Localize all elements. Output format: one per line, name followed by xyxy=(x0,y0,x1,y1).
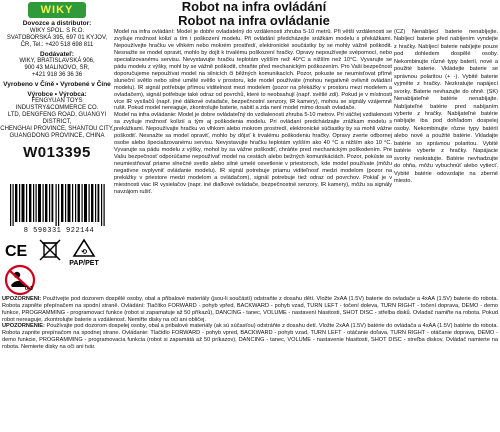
title-block xyxy=(114,0,394,28)
instructions-text xyxy=(114,29,392,296)
manufacturer-line: FENGYUAN TOYS INDUSTRY&COMMERCE CO. xyxy=(15,98,99,111)
distributor-label: Dovozce a distributor: xyxy=(22,20,92,27)
distributor-line: ČR, Tel.: +420 518 698 811 xyxy=(20,41,94,48)
instructions-cz: Model na infra ovládání: Model je dobře ovladatelný do vzdálenosti zhruba 5-10 metrů. Při větší vzdálenosti se zvyšuje možnost kolizí a tím i poškození modelu. Při ovládání předcházejte srážkám modelu s překážkami. Nepoužívejte hračku ve vlhkém nebo mokrém prostředí, elektronické součástky by se mohly vážně poškodit. Nesnažte se model opravit, mohlo by dojít k trvalému poškození hračky. Opravy nepoužívejte svépomocí, nebo specializovanému servisu. Nevystavujte hračku teplotám vyšším než 40°C a nižším než 10°C. Vyvarujte se pádu modelu z výšky, mohl by se vážně poškodit, chraňte před mechanickým poškozením. Pro Vaši bezpečnost doporučujeme nepoužívat model na silnicích či běžných komunikacích. Pozor, pokuste se neumisťovat přímé sluneční světlo nebo silné umělé světlo v prostoru, kde model používáte (mohou negativně ovlivnit ovládání modelu). IR signál potřebuje přímou viditelnost mezi modelem (pozor na překážky v prostoru mezi modelem a ovladačem), signál potřebuje také odraz od povrchů, které to neobsahují (např. světlé zdi). Pokud je v místnosti více IR vysílačů (např. jiné dálkové ovladače, bezpečnostní senzory, IR kamery), mohou se signály vzájemně rušit. Pokud model nereaguje, zkontrolujte baterie, nabití a zda není model mimo dosah ovladače. xyxy=(114,29,392,112)
ce-mark-icon xyxy=(5,243,28,260)
certification-icons xyxy=(0,238,114,296)
manufacturer-line: LTD, DENGFENG ROAD, GUANGYI DISTRICT, xyxy=(7,112,107,125)
warning-heading-sk: UPOZORNENIE: xyxy=(2,323,45,330)
manufacturer-line: GUANGDONG PROVINCE, CHINA xyxy=(9,133,105,139)
page-title-sk: Robot na infra ovládanie xyxy=(178,13,330,28)
recycle-icon xyxy=(69,240,99,267)
warning-heading-cz: UPOZORNĚNÍ: xyxy=(2,296,42,302)
warning-text-cz: Používejte pod dozorem dospělé osoby, obal a přibalové materiály (jsou-li součástí) odstraňte z dosahu dětí. Vložte 2xAA (1.5V) baterie do ovladače a 4xAA (1.5V) baterie do robota. Robota zapněte přepínačem na spodní straně. Ovládání: Tlačítko FORWARD - pohyb vpřed, BACKWARD - pohyb vzad, TURN LEFT - točení doleva, TURN RIGHT - točení doprava, DEMO - demo funkce, PROGRAMMING - programovací funkce (robot si zapamatuje až 50 příkazů), DANCING - tanec, VOLUME - nastavení hlasitosti, SHOT DISC - střelba disků. Ovladač namiřte na robota. Pokud robot nereaguje, zkontrolujte baterie a vzdálenost. Nemiřte disky na oči ani obličej. xyxy=(2,296,498,323)
svg-text:⟲: ⟲ xyxy=(81,249,87,256)
distributor-line: SVATOBORSKÁ 395, 697 01 KYJOV, xyxy=(6,34,108,41)
warning-text-sk: Používajte pod dozorom dospelej osoby, obal a pribalové materiály (ak sú súčasťou) odstráňte z dosahu detí. Vložte 2xAA (1.5V) batérie do ovládača a 4xAA (1.5V) batérie do robota. Robota zapnite prepínačom na spodnej strane. Ovládanie: Tlačidlo FORWARD - pohyb vpred, BACKWARD - pohyb vzad, TURN LEFT - otáčanie doľava, TURN RIGHT - otáčanie doprava, DEMO - demo funkcie, PROGRAMMING - programovacia funkcia (robot si zapamätá až 50 príkazov), DANCING - tanec, VOLUME - nastavenie hlasitosti, SHOT DISC - streľba diskov. Ovládač namierte na robota. Nemierte disky na oči ani tvár. xyxy=(2,323,498,350)
battery-warning: (CZ) Nenabíjecí baterie nenabíjejte. Nabíjecí baterie před nabíjením vyndejte z hračky. Nabíjecí baterie nabíjejte pouze pod dohledem dospělé osoby. Nekombinujte různé typy baterií, nové a použité baterie. Vkládejte baterie se správnou polaritou (+ -). Vybité baterie vyjměte z hračky. Nezkratujte napájecí svorky. Baterie nevhazujte do ohně. (SK) Nenabíjateľné batérie nenabíjajte. Nabíjateľné batérie pred nabíjaním vyberte z hračky. Nabíjateľné batérie nabíjajte iba pod dohľadom dospelej osoby. Nekombinujte rôzne typy batérií alebo nové a použité batérie. Vkladajte batérie so správnou polaritou. Vybité batérie vyberte z hračky. Napájacie svorky neskratujte. Batérie nevhadzujte do ohňa, môžu vybuchnúť alebo vytiecť. Vybité batérie odovzdajte na zberné miesto. xyxy=(394,29,498,185)
battery-warning-text xyxy=(394,29,498,296)
product-code: W013395 xyxy=(23,144,91,161)
importer-line: 900 43 MALINOVO, SR, xyxy=(24,65,90,71)
usage-warnings xyxy=(2,296,498,430)
manufacturer-label: Výrobce • Výrobca: xyxy=(27,90,87,98)
weee-bin-icon xyxy=(40,240,60,260)
svg-text:0-3: 0-3 xyxy=(25,286,33,292)
svg-text:CE: CE xyxy=(5,243,28,260)
barcode-number: 8 590331 922144 xyxy=(23,227,95,235)
barcode-icon xyxy=(8,184,108,226)
made-in-text: Vyrobeno v Číně • Vyrobené v Číne xyxy=(3,81,111,88)
importer-line: WIKY, BRATISLAVSKÁ 906, xyxy=(19,58,95,64)
left-info-column xyxy=(0,0,114,296)
importer-line: +421 918 36 36 36 xyxy=(31,72,83,78)
svg-text:PAP/PET: PAP/PET xyxy=(69,260,99,267)
page-title-cz: Robot na infra ovládání xyxy=(181,0,327,14)
importer-label: Dodávateľ: xyxy=(40,50,74,58)
manufacturer-line: CHENGHAI PROVINCE, SHANTOU CITY, xyxy=(0,126,114,132)
age-warning-icon xyxy=(6,266,34,294)
instructions-sk: Model na infra ovládanie: Model je dobre ovládateľný do vzdialenosti zhruba 5-10 metrov. Pri väčšej vzdialenosti sa zvyšuje možnosť kolízií a tým aj poškodenia modelu. Pri ovládaní predchádzajte zrážkam modelu s prekážkami. Nepoužívajte hračku vo vlhkom alebo mokrom prostredí, elektronické súčiastky by sa mohli vážne poškodiť. Nesnažte sa model opraviť, mohlo by dôjsť k trvalému poškodeniu hračky. Opravy zverte odbornej osobe alebo špecializovanému servisu. Nevystavujte hračku teplotám vyšším ako 40 °C a nižším ako 10 °C. Vyvarujte sa pádu modelu z výšky, mohol by sa vážne poškodiť, chráňte pred mechanickým poškodením. Pre Vašu bezpečnosť odporúčame nepoužívať model na cestách alebo bežných komunikáciách. Pozor, pokúste sa neumiestňovať priame slnečné svetlo alebo silné umelé osvetlenie v priestoroch, kde model používate (môžu negatívne ovplyvniť ovládanie modelu). IR signál potrebuje priamu viditeľnosť medzi modelom (pozor na prekážky v priestore medzi modelom a ovládačom), signál potrebuje tiež odraz od povrchov. Pokiaľ je v miestnosti viac IR vysielačov (napr. iné diaľkové ovládače, bezpečnostné senzory, IR kamery), môžu sa signály navzájom rušiť. xyxy=(114,112,392,195)
distributor-line: WIKY SPOL. S R.O. xyxy=(29,27,85,34)
brand-logo: WIKY xyxy=(28,2,86,18)
